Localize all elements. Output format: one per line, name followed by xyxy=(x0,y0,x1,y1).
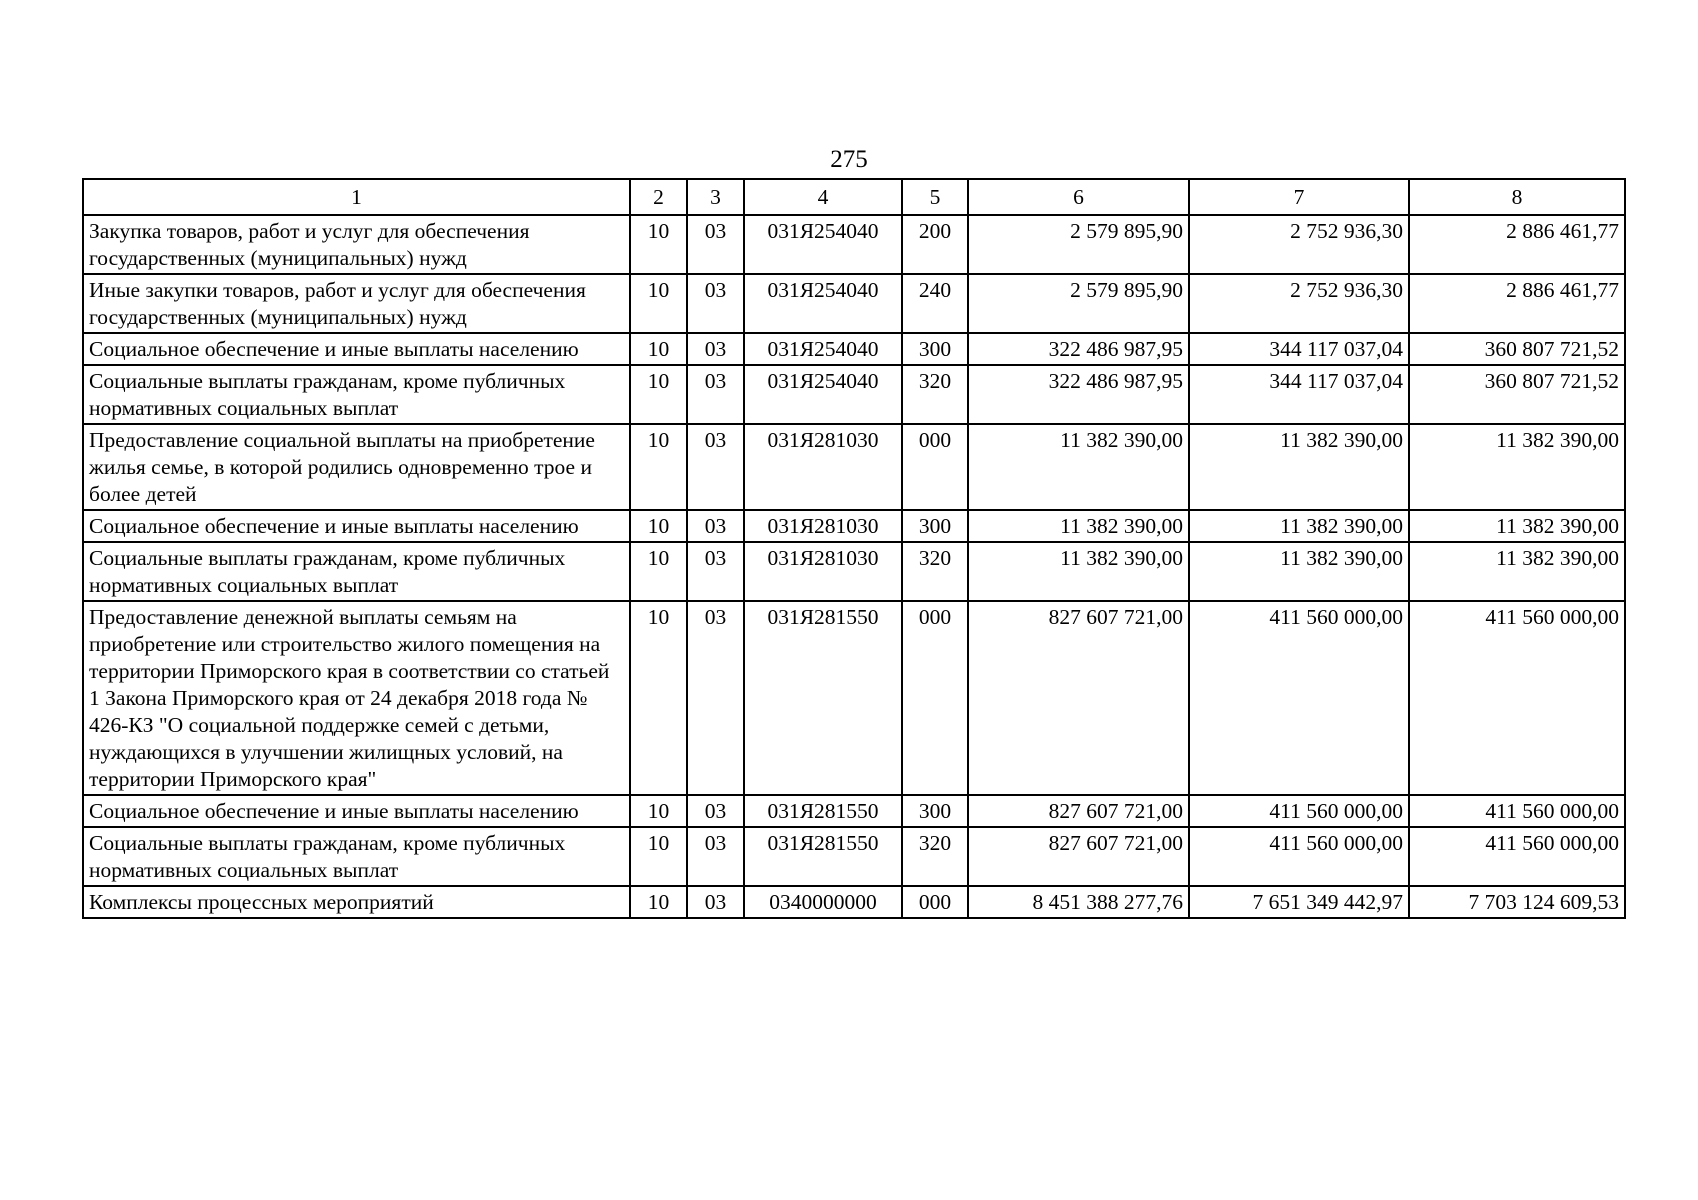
amount-col6: 2 579 895,90 xyxy=(968,215,1189,274)
subsection-code: 03 xyxy=(687,424,744,510)
subsection-code: 03 xyxy=(687,827,744,886)
header-cell: 5 xyxy=(902,179,968,215)
header-cell: 7 xyxy=(1189,179,1409,215)
subsection-code: 03 xyxy=(687,215,744,274)
page-number: 275 xyxy=(830,146,868,173)
amount-col8: 411 560 000,00 xyxy=(1409,795,1625,827)
section-code: 10 xyxy=(630,886,687,918)
amount-col6: 827 607 721,00 xyxy=(968,827,1189,886)
subsection-code: 03 xyxy=(687,510,744,542)
expense-type-code: 300 xyxy=(902,333,968,365)
subsection-code: 03 xyxy=(687,542,744,601)
expense-type-code: 320 xyxy=(902,542,968,601)
amount-col8: 360 807 721,52 xyxy=(1409,333,1625,365)
amount-col8: 7 703 124 609,53 xyxy=(1409,886,1625,918)
expense-type-code: 200 xyxy=(902,215,968,274)
section-code: 10 xyxy=(630,274,687,333)
section-code: 10 xyxy=(630,542,687,601)
header-cell: 6 xyxy=(968,179,1189,215)
expense-type-code: 240 xyxy=(902,274,968,333)
table-row xyxy=(83,886,1625,918)
table-body xyxy=(83,215,1625,918)
target-article-code: 031Я254040 xyxy=(744,215,902,274)
amount-col6: 322 486 987,95 xyxy=(968,333,1189,365)
table-row xyxy=(83,215,1625,274)
table-row xyxy=(83,424,1625,510)
amount-col7: 344 117 037,04 xyxy=(1189,333,1409,365)
subsection-code: 03 xyxy=(687,795,744,827)
amount-col8: 411 560 000,00 xyxy=(1409,601,1625,795)
section-code: 10 xyxy=(630,215,687,274)
section-code: 10 xyxy=(630,510,687,542)
amount-col8: 11 382 390,00 xyxy=(1409,424,1625,510)
target-article-code: 031Я281550 xyxy=(744,827,902,886)
amount-col6: 11 382 390,00 xyxy=(968,510,1189,542)
section-code: 10 xyxy=(630,424,687,510)
subsection-code: 03 xyxy=(687,333,744,365)
target-article-code: 031Я281030 xyxy=(744,542,902,601)
table-row xyxy=(83,274,1625,333)
row-description: Социальные выплаты гражданам, кроме публичных нормативных социальных выплат xyxy=(83,542,630,601)
row-description: Социальные выплаты гражданам, кроме публичных нормативных социальных выплат xyxy=(83,365,630,424)
amount-col6: 827 607 721,00 xyxy=(968,795,1189,827)
row-description: Предоставление социальной выплаты на приобретение жилья семье, в которой родились одновременно трое и более детей xyxy=(83,424,630,510)
header-cell: 2 xyxy=(630,179,687,215)
target-article-code: 031Я254040 xyxy=(744,333,902,365)
target-article-code: 031Я281030 xyxy=(744,510,902,542)
section-code: 10 xyxy=(630,365,687,424)
amount-col6: 11 382 390,00 xyxy=(968,542,1189,601)
amount-col6: 11 382 390,00 xyxy=(968,424,1189,510)
amount-col7: 411 560 000,00 xyxy=(1189,795,1409,827)
amount-col8: 11 382 390,00 xyxy=(1409,510,1625,542)
row-description: Иные закупки товаров, работ и услуг для обеспечения государственных (муниципальных) нужд xyxy=(83,274,630,333)
table-row xyxy=(83,601,1625,795)
row-description: Социальное обеспечение и иные выплаты населению xyxy=(83,510,630,542)
amount-col7: 411 560 000,00 xyxy=(1189,827,1409,886)
target-article-code: 031Я281030 xyxy=(744,424,902,510)
table-row xyxy=(83,333,1625,365)
header-cell: 4 xyxy=(744,179,902,215)
header-cell: 1 xyxy=(83,179,630,215)
target-article-code: 031Я281550 xyxy=(744,795,902,827)
amount-col7: 2 752 936,30 xyxy=(1189,274,1409,333)
section-code: 10 xyxy=(630,601,687,795)
expense-type-code: 000 xyxy=(902,424,968,510)
amount-col7: 411 560 000,00 xyxy=(1189,601,1409,795)
expense-type-code: 000 xyxy=(902,601,968,795)
amount-col7: 2 752 936,30 xyxy=(1189,215,1409,274)
amount-col8: 360 807 721,52 xyxy=(1409,365,1625,424)
header-cell: 8 xyxy=(1409,179,1625,215)
target-article-code: 031Я254040 xyxy=(744,274,902,333)
row-description: Закупка товаров, работ и услуг для обеспечения государственных (муниципальных) нужд xyxy=(83,215,630,274)
target-article-code: 0340000000 xyxy=(744,886,902,918)
row-description: Комплексы процессных мероприятий xyxy=(83,886,630,918)
expense-type-code: 000 xyxy=(902,886,968,918)
amount-col6: 827 607 721,00 xyxy=(968,601,1189,795)
amount-col8: 411 560 000,00 xyxy=(1409,827,1625,886)
target-article-code: 031Я254040 xyxy=(744,365,902,424)
table-row xyxy=(83,510,1625,542)
expense-type-code: 320 xyxy=(902,365,968,424)
table-row xyxy=(83,795,1625,827)
row-description: Социальное обеспечение и иные выплаты населению xyxy=(83,333,630,365)
amount-col7: 7 651 349 442,97 xyxy=(1189,886,1409,918)
header-row xyxy=(83,179,1625,215)
subsection-code: 03 xyxy=(687,365,744,424)
amount-col6: 322 486 987,95 xyxy=(968,365,1189,424)
expense-type-code: 300 xyxy=(902,510,968,542)
amount-col8: 11 382 390,00 xyxy=(1409,542,1625,601)
amount-col7: 344 117 037,04 xyxy=(1189,365,1409,424)
amount-col7: 11 382 390,00 xyxy=(1189,542,1409,601)
section-code: 10 xyxy=(630,795,687,827)
amount-col6: 2 579 895,90 xyxy=(968,274,1189,333)
table-row xyxy=(83,365,1625,424)
subsection-code: 03 xyxy=(687,886,744,918)
amount-col7: 11 382 390,00 xyxy=(1189,424,1409,510)
header-cell: 3 xyxy=(687,179,744,215)
expense-type-code: 300 xyxy=(902,795,968,827)
expense-type-code: 320 xyxy=(902,827,968,886)
budget-table xyxy=(82,178,1626,919)
subsection-code: 03 xyxy=(687,274,744,333)
target-article-code: 031Я281550 xyxy=(744,601,902,795)
section-code: 10 xyxy=(630,333,687,365)
row-description: Социальные выплаты гражданам, кроме публичных нормативных социальных выплат xyxy=(83,827,630,886)
subsection-code: 03 xyxy=(687,601,744,795)
section-code: 10 xyxy=(630,827,687,886)
table-row xyxy=(83,827,1625,886)
amount-col8: 2 886 461,77 xyxy=(1409,215,1625,274)
table-row xyxy=(83,542,1625,601)
amount-col8: 2 886 461,77 xyxy=(1409,274,1625,333)
amount-col7: 11 382 390,00 xyxy=(1189,510,1409,542)
amount-col6: 8 451 388 277,76 xyxy=(968,886,1189,918)
row-description: Социальное обеспечение и иные выплаты населению xyxy=(83,795,630,827)
row-description: Предоставление денежной выплаты семьям на приобретение или строительство жилого помещения на территории Приморского края в соответствии со статьей 1 Закона Приморского края от 24 декабря 2018 года № 426-КЗ "О социальной поддержке семей с детьми, нуждающихся в улучшении жилищных условий, на территории Приморского края" xyxy=(83,601,630,795)
